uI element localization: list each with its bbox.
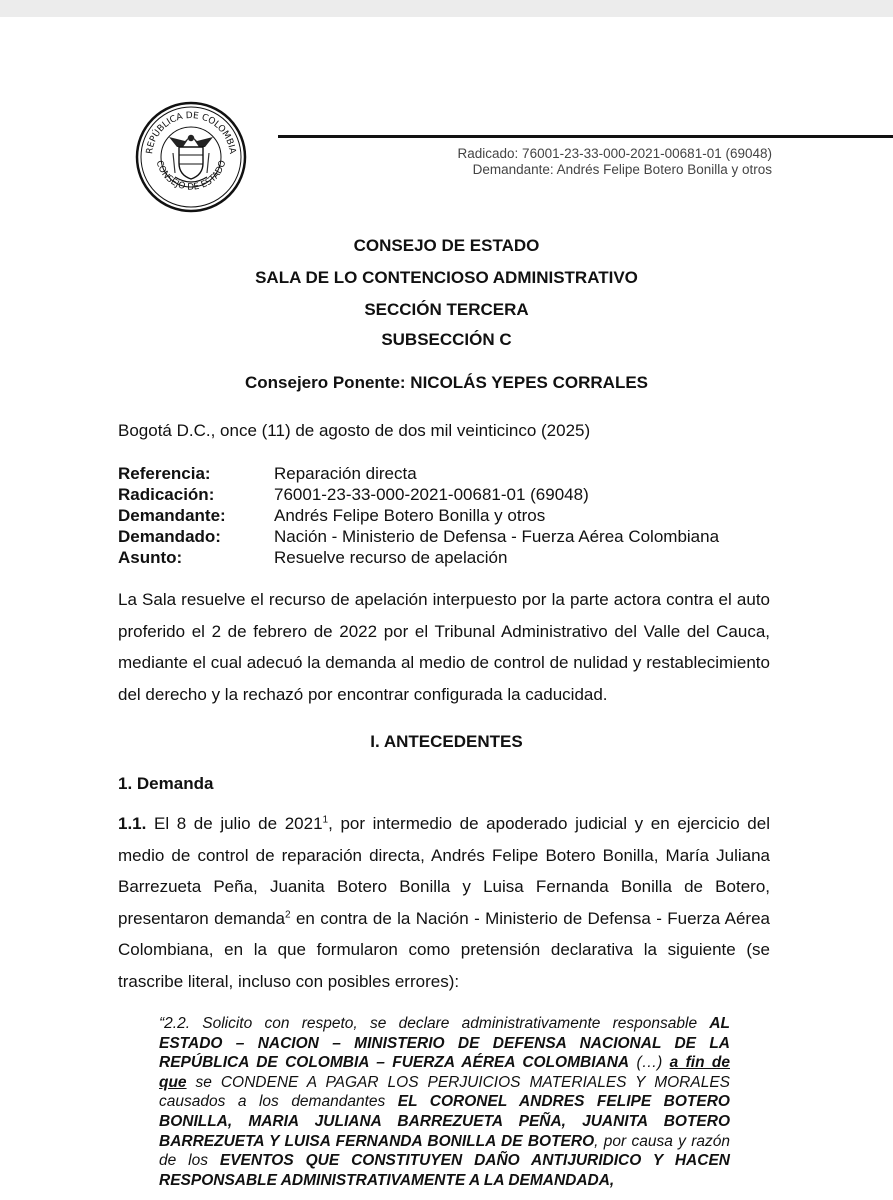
seal-bottom-text: CONSEJO DE ESTADO (153, 159, 229, 193)
demandante-label: Demandante: (118, 506, 226, 525)
radicado-text: Radicado: 76001-23-33-000-2021-00681-01 (69048) (457, 146, 772, 161)
demandante-value: Andrés Felipe Botero Bonilla y otros (274, 506, 546, 525)
asunto-label: Asunto: (118, 548, 183, 567)
quote-text: , por causa y razón de los (159, 1132, 730, 1170)
quote-text: “2.2. Solicito con respeto, se declare administrativamente responsable (159, 1015, 710, 1032)
reference-row (118, 505, 719, 526)
block-quote (159, 1014, 730, 1190)
quote-bold: AL ESTADO – NACION – MINISTERIO DE DEFENSA NACIONAL DE LA REPÚBLICA DE COLOMBIA – FUERZA AÉREA COLOMBIANA (159, 1015, 730, 1072)
place-date: Bogotá D.C., once (11) de agosto de dos mil veinticinco (2025) (118, 421, 591, 440)
paragraph-text: El 8 de julio de 2021 (146, 814, 323, 833)
court-name: CONSEJO DE ESTADO (353, 236, 540, 255)
subsection-name: SUBSECCIÓN C (381, 330, 512, 349)
section-heading: I. ANTECEDENTES (370, 732, 523, 751)
asunto-value: Resuelve recurso de apelación (274, 548, 508, 567)
reference-block (118, 463, 719, 568)
footnote-ref[interactable]: 2 (285, 908, 291, 920)
quote-bold: EL CORONEL ANDRES FELIPE BOTERO BONILLA, MARIA JULIANA BARREZUETA PEÑA, JUANITA BOTERO BARREZUETA Y LUISA FERNANDA BONILLA DE BOTERO (159, 1093, 730, 1150)
intro-paragraph: La Sala resuelve el recurso de apelación interpuesto por la parte actora contra el auto proferido el 2 de febrero de 2022 por el Tribunal Administrativo del Valle del Cauca, mediante el cual adecuó la demanda al medio de control de nulidad y restablecimiento del derecho y la rechazó por encontrar configurada la caducidad. (118, 590, 770, 704)
demandante-text: Demandante: Andrés Felipe Botero Bonilla y otros (472, 162, 772, 177)
paragraph-1-1 (118, 808, 770, 997)
header-rule (278, 135, 893, 138)
quote-underlined: a fin de que (159, 1054, 730, 1091)
quote-text: (…) (629, 1054, 670, 1072)
demandado-value: Nación - Ministerio de Defensa - Fuerza Aérea Colombiana (274, 527, 720, 546)
reference-label: Referencia: (118, 464, 211, 483)
reference-row (118, 526, 719, 547)
footnote-ref[interactable]: 1 (322, 814, 329, 826)
reference-row (118, 463, 719, 484)
consejo-de-estado-seal (135, 97, 247, 217)
radicacion-value: 76001-23-33-000-2021-00681-01 (69048) (274, 485, 589, 504)
reference-row (118, 484, 719, 505)
demandado-label: Demandado: (118, 527, 221, 546)
section-name: SECCIÓN TERCERA (364, 300, 529, 319)
quote-text: se CONDENE A PAGAR LOS PERJUICIOS MATERIALES Y MORALES causados a los demandantes (159, 1073, 730, 1111)
seal-top-text: REPÚBLICA DE COLOMBIA (145, 110, 237, 155)
paragraph-number: 1.1. (118, 814, 147, 833)
document-page (0, 17, 893, 1200)
ponente-line: Consejero Ponente: NICOLÁS YEPES CORRALES (244, 373, 649, 392)
paragraph-text: en contra de la Nación - Ministerio de Defensa - Fuerza Aérea Colombiana, en la que formularon como pretensión declarativa la siguiente (se trascribe literal, incluso con posibles errores): (118, 908, 770, 991)
reference-row (118, 547, 719, 568)
paragraph-text: , por intermedio de apoderado judicial y en ejercicio del medio de control de reparación directa, Andrés Felipe Botero Bonilla, María Juliana Barrezueta Peña, Juanita Botero Bonilla y Luisa Fernanda Bonilla de Botero, presentaron demanda (118, 814, 770, 928)
chamber-name: SALA DE LO CONTENCIOSO ADMINISTRATIVO (255, 268, 638, 287)
quote-bold: EVENTOS QUE CONSTITUYEN DAÑO ANTIJURIDICO Y HACEN RESPONSABLE ADMINISTRATIVAMENTE A LA DEMANDADA, (159, 1152, 730, 1189)
radicacion-label: Radicación: (118, 485, 215, 504)
case-meta (458, 146, 772, 178)
subsection-heading: 1. Demanda (118, 774, 214, 793)
reference-value: Reparación directa (274, 464, 417, 483)
